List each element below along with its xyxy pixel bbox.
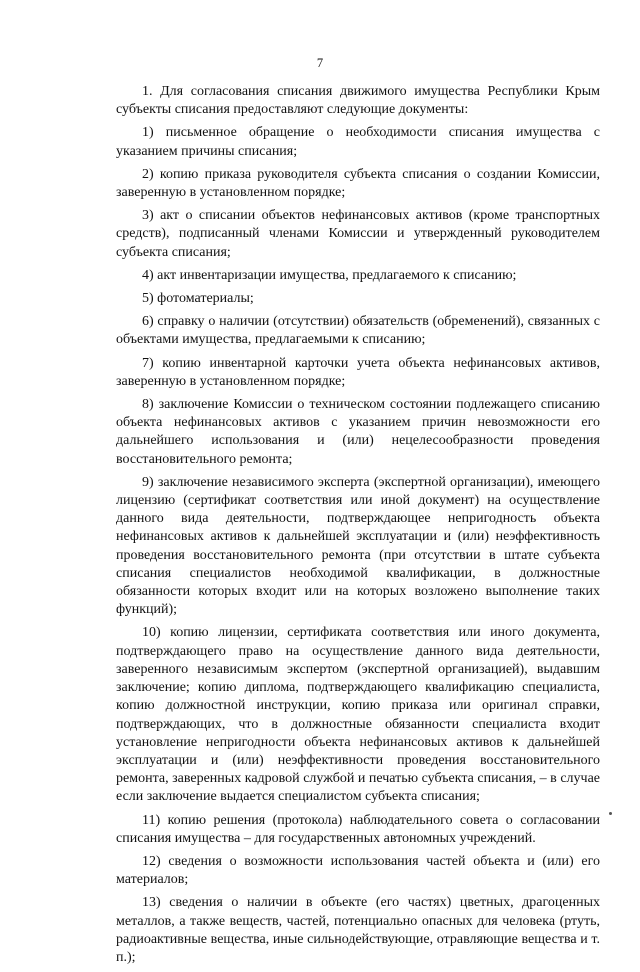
list-item-7: 7) копию инвентарной карточки учета объекта нефинансовых активов, заверенную в установленном порядке;: [116, 355, 600, 389]
list-item-5: 5) фотоматериалы;: [142, 291, 254, 307]
list-item-4: 4) акт инвентаризации имущества, предлагаемого к списанию;: [142, 267, 517, 283]
list-item-8: 8) заключение Комиссии о техническом состоянии подлежащего списанию объекта нефинансовых активов с указанием причин невозможности его дальнейшего использования и (или) нецелесообразности проведения восстановительного ремонта;: [116, 397, 600, 467]
document-body: [116, 83, 600, 972]
list-item-9: 9) заключение независимого эксперта (экспертной организации), имеющего лицензию (сертификат соответствия или иной документ) на осуществление данного вида деятельности, подтверждающее непригодность объекта нефинансовых активов к дальнейшей эксплуатации и (или) неэффективность проведения восстановительного ремонта (при отсутствии в штате субъекта списания специалистов необходимой квалификации, в должностные обязанности которых входит или на которых возложено выполнение таких функций);: [116, 474, 600, 618]
list-item-11: 11) копию решения (протокола) наблюдательного совета о согласовании списания имущества – для государственных автономных учреждений.: [116, 812, 600, 846]
list-item-10: 10) копию лицензии, сертификата соответствия или иного документа, подтверждающего право на осуществление данного вида деятельности, заверенного независимым экспертом (экспертной организацией), выдавшим заключение; копию диплома, подтверждающего квалификацию специалиста, копию должностной инструкции, копию приказа или оригинал справки, подтверждающих, что в должностные обязанности специалиста входит установление непригодности объекта нефинансовых активов к дальнейшей эксплуатации и (или) неэффективности проведения восстановительного ремонта, заверенных кадровой службой и печатью субъекта списания, – в случае если заключение выдается специалистом субъекта списания;: [116, 625, 600, 805]
paragraph-intro: 1. Для согласования списания движимого имущества Республики Крым субъекты списания предоставляют следующие документы:: [116, 84, 600, 118]
list-item-3: 3) акт о списании объектов нефинансовых активов (кроме транспортных средств), подписанный членами Комиссии и утвержденный руководителем субъекта списания;: [116, 208, 600, 260]
scan-speck: [609, 812, 612, 815]
page-number: 7: [316, 56, 324, 70]
list-item-13: 13) сведения о наличии в объекте (его частях) цветных, драгоценных металлов, а также веществ, частей, потенциально опасных для человека (ртуть, радиоактивные вещества, иные сильнодействующие, отравляющие вещества и т. п.);: [116, 895, 600, 965]
list-item-6: 6) справку о наличии (отсутствии) обязательств (обременений), связанных с объектами имущества, предлагаемыми к списанию;: [116, 314, 600, 348]
list-item-12: 12) сведения о возможности использования частей объекта и (или) его материалов;: [116, 853, 600, 888]
list-item-2: 2) копию приказа руководителя субъекта списания о создании Комиссии, заверенную в установленном порядке;: [116, 166, 600, 201]
list-item-1: 1) письменное обращение о необходимости списания имущества с указанием причины списания;: [116, 125, 600, 159]
